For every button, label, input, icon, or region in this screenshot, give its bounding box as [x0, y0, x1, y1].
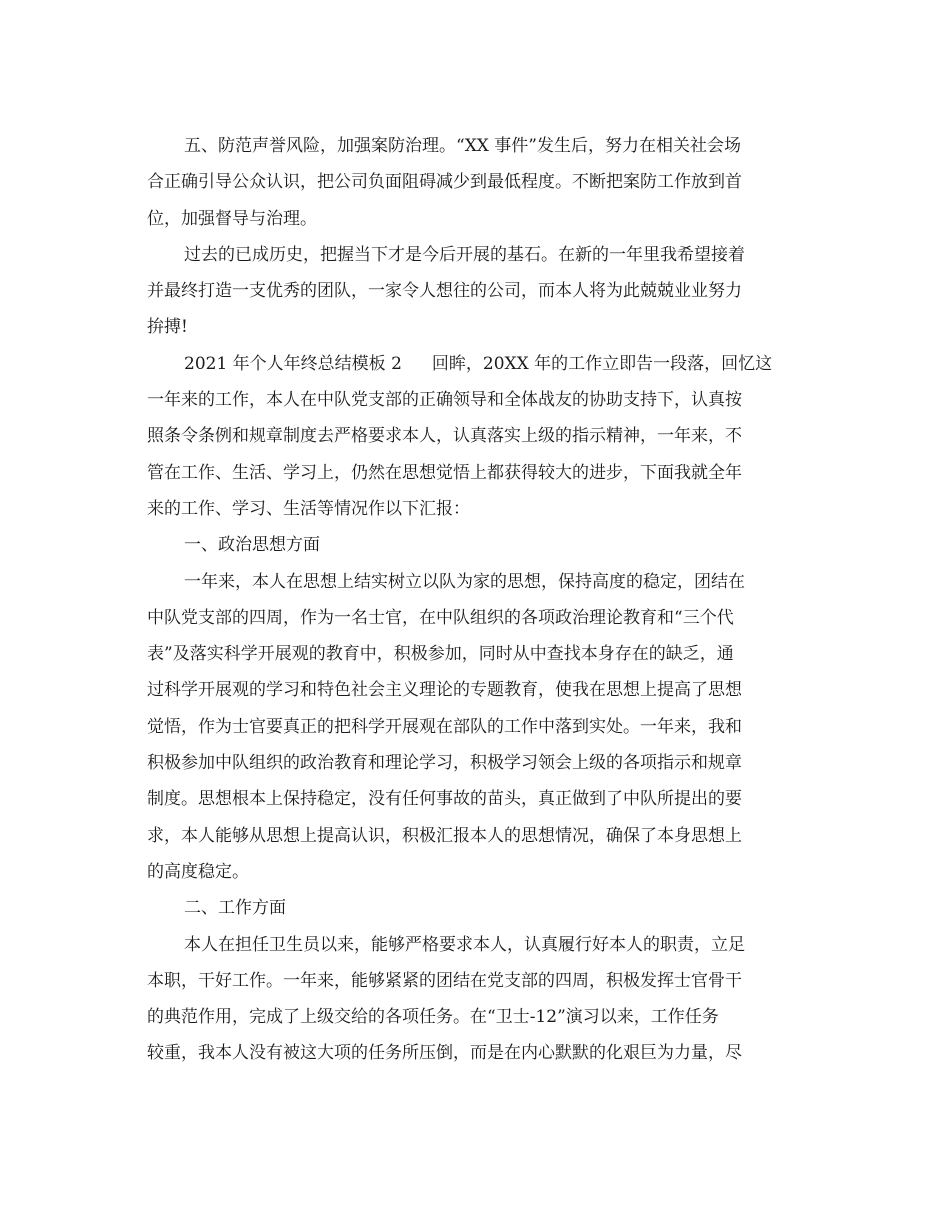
paragraph-line: 中队党支部的四周，作为一名士官，在中队组织的各项政治理论教育和“三个代 — [147, 607, 734, 628]
paragraph-line — [147, 346, 803, 382]
paragraph-line: 过去的已成历史，把握当下才是今后开展的基石。在新的一年里我希望接着 — [184, 244, 745, 265]
paragraph-line: 一年来，本人在思想上结实树立以队为家的思想，保持高度的稳定，团结在 — [184, 571, 745, 592]
paragraph-line: 位，加强督导与治理。 — [147, 208, 317, 229]
paragraph-line: 一年来的工作，本人在中队党支部的正确领导和全体战友的协助支持下，认真按 — [147, 390, 742, 411]
paragraph-line: 合正确引导公众认识，把公司负面阻碍减少到最低程度。不断把案防工作放到首 — [147, 172, 742, 193]
paragraph-line: 拚搏! — [147, 317, 188, 338]
paragraph-line: 较重，我本人没有被这大项的任务所压倒，而是在内心默默的化艰巨为力量，尽 — [147, 1043, 742, 1064]
paragraph-line: 觉悟，作为士官要真正的把科学开展观在部队的工作中落到实处。一年来，我和 — [147, 716, 742, 737]
paragraph-line: 过科学开展观的学习和特色社会主义理论的专题教育，使我在思想上提高了思想 — [147, 680, 742, 701]
paragraph-line: 照条令条例和规章制度去严格要求本人，认真落实上级的指示精神，一年来，不 — [147, 426, 742, 447]
paragraph-line: 积极参加中队组织的政治教育和理论学习，积极学习领会上级的各项指示和规章 — [147, 753, 742, 774]
section-heading: 二、工作方面 — [184, 898, 286, 919]
paragraph-line: 求，本人能够从思想上提高认识，积极汇报本人的思想情况，确保了本身思想上 — [147, 825, 742, 846]
section-heading: 一、政治思想方面 — [184, 535, 320, 556]
paragraph-line: 本职，干好工作。一年来，能够紧紧的团结在党支部的四周，积极发挥士官骨干 — [147, 970, 742, 991]
paragraph-line: 的典范作用，完成了上级交给的各项任务。在“卫士-12”演习以来，工作任务 — [147, 1007, 719, 1028]
paragraph-line: 制度。思想根本上保持稳定，没有任何事故的苗头，真正做到了中队所提出的要 — [147, 789, 742, 810]
paragraph-text: 回眸，20XX 年的工作立即告一段落，回忆这 — [431, 353, 773, 374]
paragraph-line: 五、防范声誉风险，加强案防治理。“XX 事件”发生后，努力在相关社会场 — [184, 136, 741, 156]
paragraph-line: 的高度稳定。 — [147, 861, 249, 882]
paragraph-line: 表”及落实科学开展观的教育中，积极参加，同时从中查找本身存在的缺乏，通 — [147, 644, 734, 665]
template-heading: 2021 年个人年终总结模板 2 — [184, 353, 402, 374]
paragraph-line: 并最终打造一支优秀的团队，一家令人想往的公司，而本人将为此兢兢业业努力 — [147, 281, 742, 302]
paragraph-line: 来的工作、学习、生活等情况作以下汇报： — [147, 498, 470, 519]
paragraph-line: 管在工作、生活、学习上，仍然在思想觉悟上都获得较大的进步，下面我就全年 — [147, 462, 742, 483]
document-body — [147, 128, 803, 1072]
paragraph-line: 本人在担任卫生员以来，能够严格要求本人，认真履行好本人的职责，立足 — [184, 934, 745, 955]
